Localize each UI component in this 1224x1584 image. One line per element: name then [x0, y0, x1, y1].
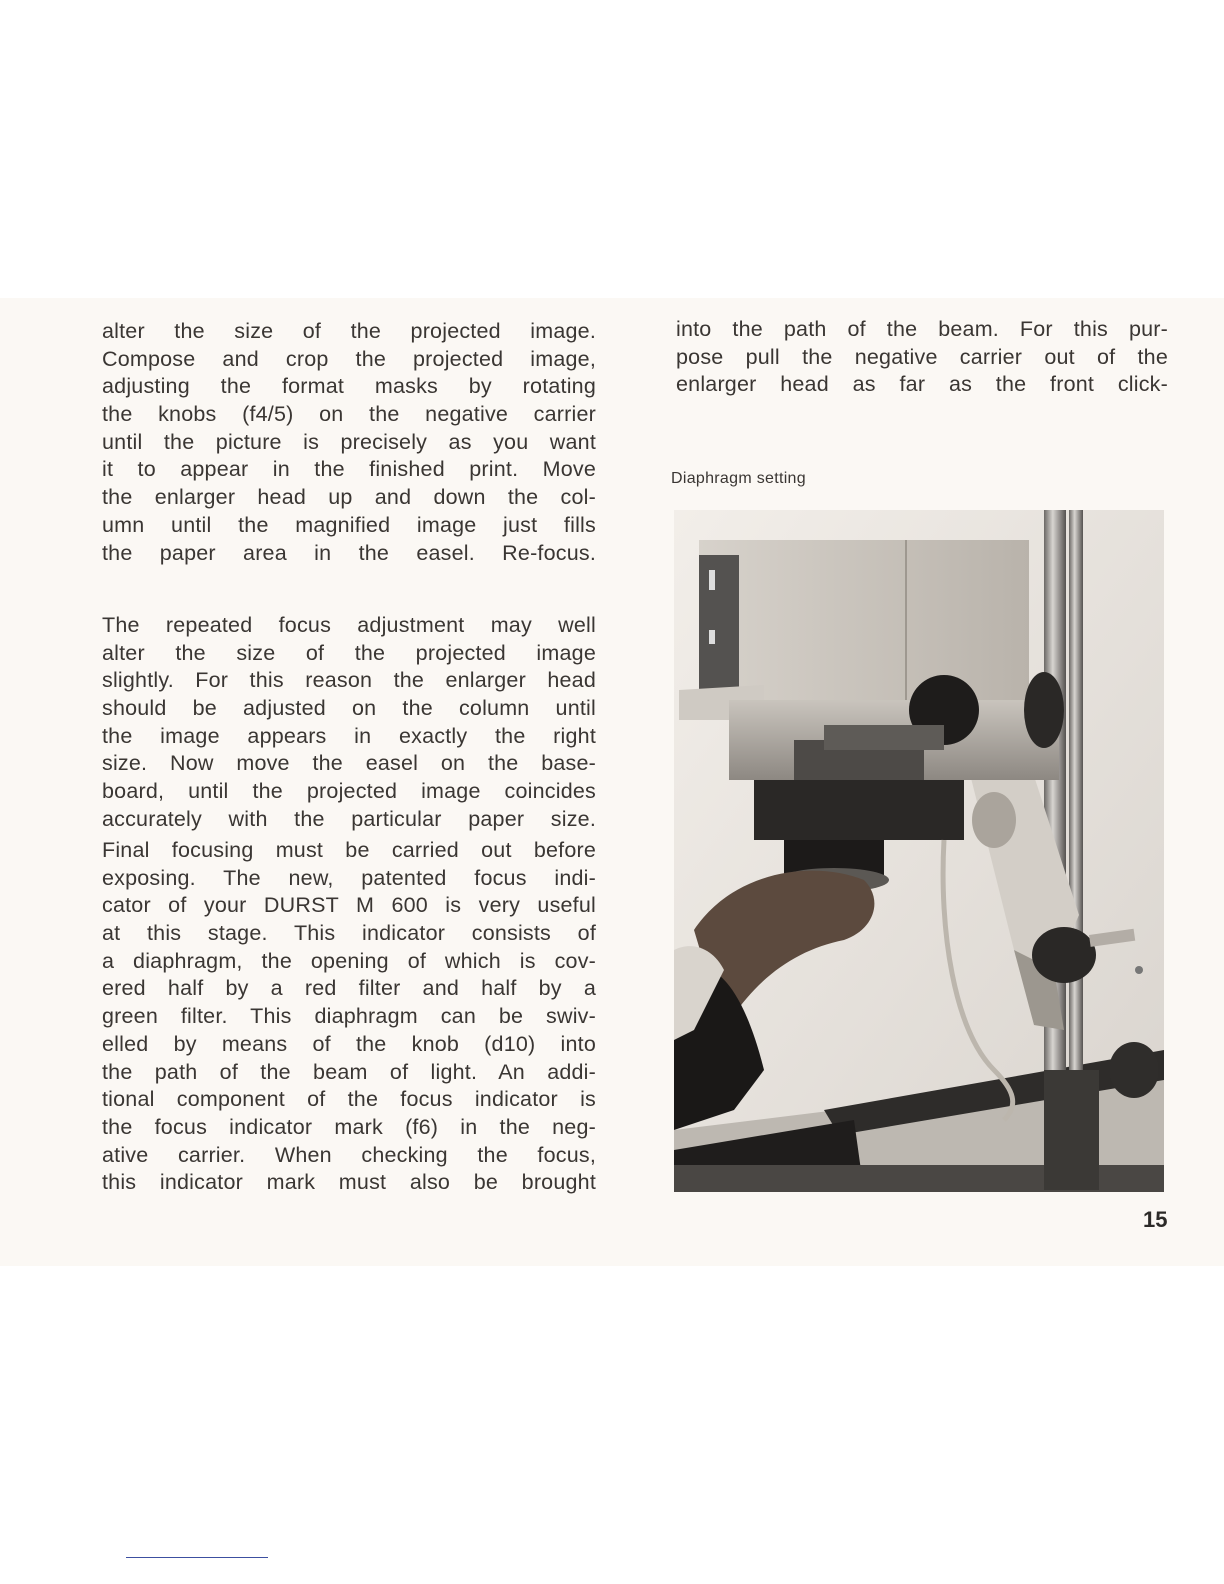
text-line: the path of the beam of light. An addi- [102, 1059, 596, 1084]
text-line: a diaphragm, the opening of which is cov- [102, 948, 596, 973]
text-line: this indicator mark must also be brought [102, 1170, 596, 1195]
text-line: ative carrier. When checking the focus, [102, 1142, 596, 1167]
text-line: until the picture is precisely as you want [102, 429, 596, 454]
text-line: Final focusing must be carried out before [102, 838, 596, 862]
text-line: accurately with the particular paper size. [102, 806, 596, 831]
text-line: pose pull the negative carrier out of the [676, 344, 1168, 369]
footnote-divider [126, 1557, 268, 1558]
text-line: the focus indicator mark (f6) in the neg- [102, 1114, 596, 1139]
text-line: tional component of the focus indicator is [102, 1087, 596, 1112]
text-line: The repeated focus adjustment may well [102, 613, 596, 637]
page-number: 15 [1143, 1207, 1168, 1232]
text-line: at this stage. This indicator consists of [102, 921, 596, 946]
left-column-paragraph-1 [102, 318, 596, 567]
text-line: board, until the projected image coincides [102, 779, 596, 804]
text-line: umn until the magnified image just fills [102, 512, 596, 537]
text-line: the paper area in the easel. Re-focus. [102, 540, 596, 565]
figure-caption: Diaphragm setting [671, 470, 806, 487]
enlarger-photo [674, 510, 1164, 1192]
text-line: ered half by a red filter and half by a [102, 976, 596, 1001]
text-line: the enlarger head up and down the col- [102, 485, 596, 510]
left-column-paragraph-3 [102, 837, 596, 1197]
text-line: enlarger head as far as the front click- [676, 372, 1168, 397]
text-line: into the path of the beam. For this pur- [676, 317, 1168, 341]
text-line: alter the size of the projected image [102, 640, 596, 665]
text-line: cator of your DURST M 600 is very useful [102, 893, 596, 918]
text-line: Compose and crop the projected image, [102, 346, 596, 371]
text-line: adjusting the format masks by rotating [102, 374, 596, 399]
text-line: size. Now move the easel on the base- [102, 751, 596, 776]
text-line: it to appear in the finished print. Move [102, 457, 596, 482]
text-line: slightly. For this reason the enlarger head [102, 668, 596, 693]
left-column-paragraph-2 [102, 612, 596, 834]
text-line: green filter. This diaphragm can be swiv- [102, 1004, 596, 1029]
text-line: the image appears in exactly the right [102, 723, 596, 748]
text-line: should be adjusted on the column until [102, 696, 596, 721]
text-line: elled by means of the knob (d10) into [102, 1031, 596, 1056]
right-column-paragraph-1 [676, 316, 1168, 399]
text-line: exposing. The new, patented focus indi- [102, 865, 596, 890]
enlarger-illustration [674, 510, 1164, 1192]
text-line: the knobs (f4/5) on the negative carrier [102, 402, 596, 427]
text-line: alter the size of the projected image. [102, 319, 596, 343]
